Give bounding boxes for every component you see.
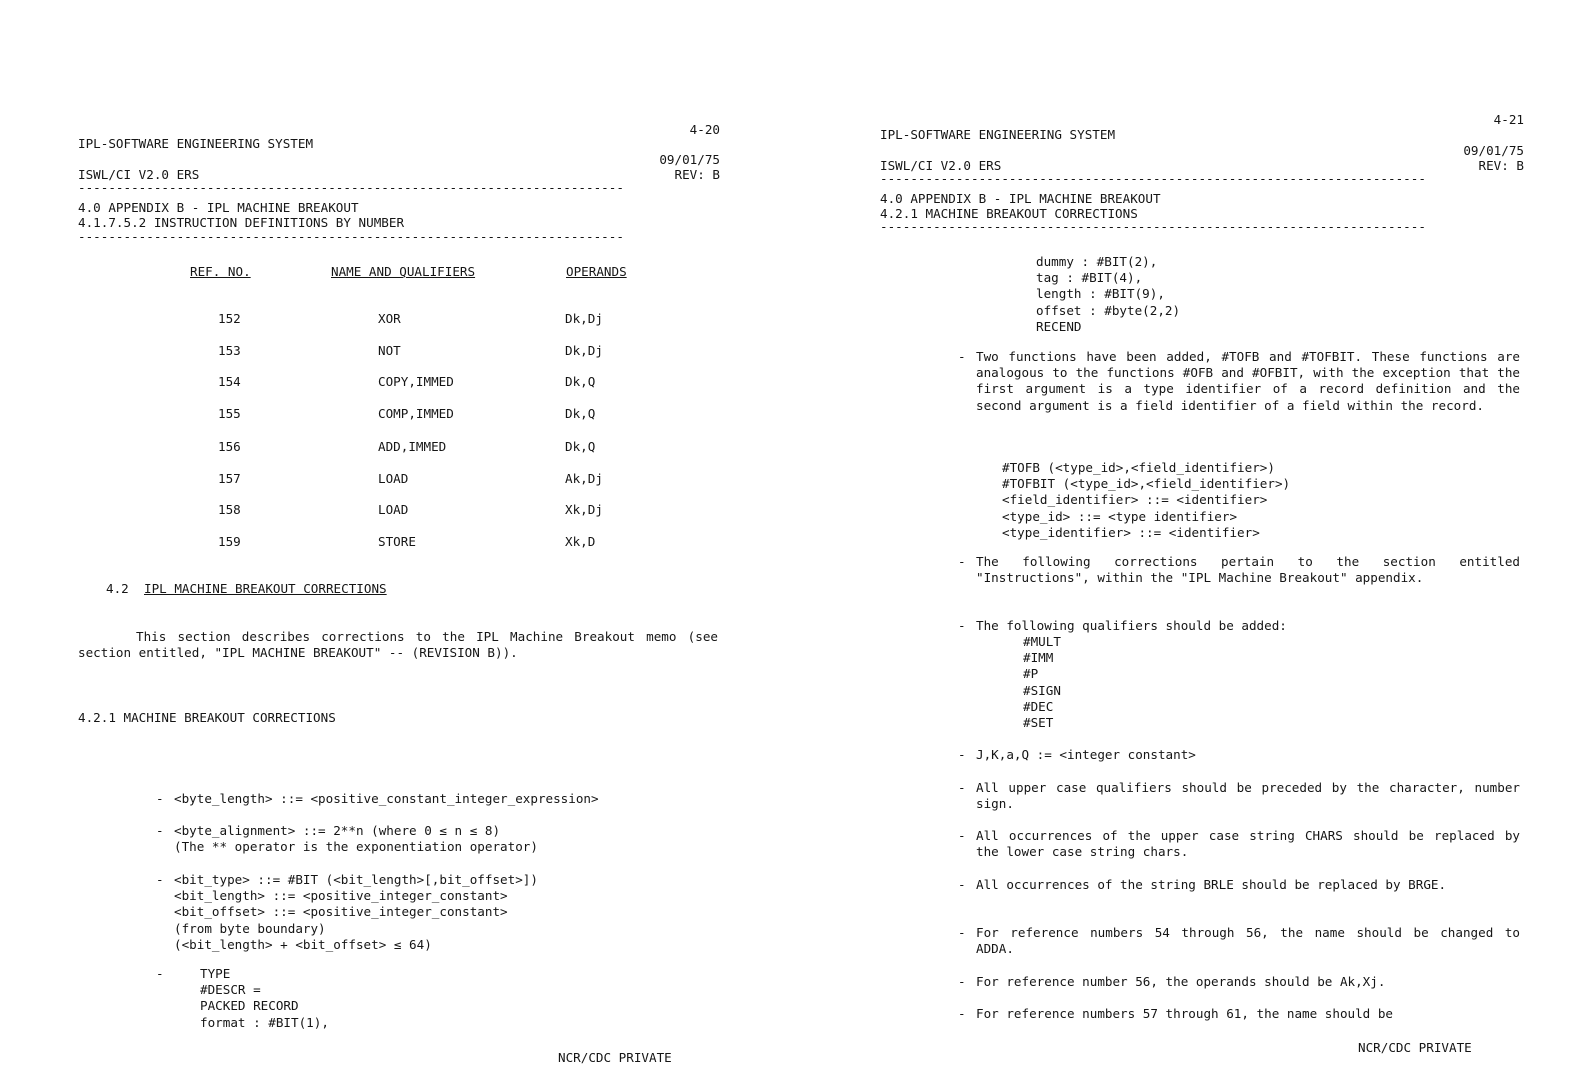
section-heading: 4.0 APPENDIX B - IPL MACHINE BREAKOUT [78, 200, 359, 215]
bullet-marker: - [958, 877, 966, 892]
section-rule: ------------------------------------------------------------------------ [78, 229, 624, 244]
list-item: For reference numbers 54 through 56, the name should be changed to ADDA. [976, 925, 1520, 957]
list-item: For reference number 56, the operands should be Ak,Xj. [976, 974, 1386, 989]
right-page [880, 0, 1524, 1080]
list-item: All upper case qualifiers should be preceded by the character, number sign. [976, 780, 1520, 812]
name-cell: NOT [378, 343, 401, 358]
section-heading: 4.0 APPENDIX B - IPL MACHINE BREAKOUT [880, 191, 1161, 206]
name-cell: LOAD [378, 471, 409, 486]
list-item: <bit_type> ::= #BIT (<bit_length>[,bit_offset>]) <bit_length> ::= <positive_integer_constant> <bit_offset> ::= <positive_integer_constant> (from byte boundary) (<bit_length> + <bit_offset> ≤ 64) [174, 872, 538, 952]
bullet-marker: - [156, 791, 164, 806]
header-rule: ------------------------------------------------------------------------ [78, 180, 624, 195]
name-cell: XOR [378, 311, 401, 326]
operands-cell: Dk,Q [565, 439, 596, 454]
ref-cell: 157 [218, 471, 241, 486]
doc-title: ISWL/CI V2.0 ERS [880, 158, 1002, 173]
operands-cell: Dk,Dj [565, 311, 603, 326]
name-cell: COMP,IMMED [378, 406, 454, 421]
doc-date: 09/01/75 [1463, 143, 1524, 158]
type-declaration: TYPE #DESCR = PACKED RECORD format : #BIT(1), [200, 966, 329, 1030]
list-item: All occurrences of the string BRLE should be replaced by BRGE. [976, 877, 1447, 892]
name-cell: ADD,IMMED [378, 439, 447, 454]
col-header-ref: REF. NO. [190, 264, 251, 279]
operands-cell: Xk,Dj [565, 502, 603, 517]
ref-cell: 155 [218, 406, 241, 421]
bullet-marker: - [156, 823, 164, 838]
revision: REV: B [674, 167, 720, 182]
name-cell: COPY,IMMED [378, 374, 454, 389]
list-item: For reference numbers 57 through 61, the name should be [976, 1006, 1394, 1021]
system-title: IPL-SOFTWARE ENGINEERING SYSTEM [78, 136, 314, 151]
subsection-heading: 4.2.1 MACHINE BREAKOUT CORRECTIONS [880, 206, 1138, 221]
subsection-heading: 4.1.7.5.2 INSTRUCTION DEFINITIONS BY NUMBER [78, 215, 405, 230]
name-cell: STORE [378, 534, 416, 549]
footer: NCR/CDC PRIVATE [1358, 1040, 1472, 1055]
list-item: <byte_length> ::= <positive_constant_integer_expression> [174, 791, 599, 806]
bullet-marker: - [958, 1006, 966, 1021]
header-rule: ------------------------------------------------------------------------ [880, 171, 1426, 186]
list-item: Two functions have been added, #TOFB and #TOFBIT. These functions are analogous to the functions #OFB and #OFBIT, with the exception that the first argument is a type identifier of a record definition and the second argument is a field identifier of a field within the record. [976, 349, 1520, 413]
intro-paragraph: This section describes corrections to the IPL Machine Breakout memo (see section entitled, "IPL MACHINE BREAKOUT" -- (REVISION B)). [78, 629, 718, 661]
bullet-marker: - [156, 966, 164, 981]
page-number: 4-20 [689, 122, 720, 137]
page-number: 4-21 [1493, 112, 1524, 127]
ref-cell: 152 [218, 311, 241, 326]
name-cell: LOAD [378, 502, 409, 517]
section-rule: ------------------------------------------------------------------------ [880, 219, 1426, 234]
syntax-block: #TOFB (<type_id>,<field_identifier>) #TOFBIT (<type_id>,<field_identifier>) <field_identifier> ::= <identifier> <type_id> ::= <type identifier> <type_identifier> ::= <identifier> [1002, 460, 1291, 540]
section-number: 4.2 [106, 581, 129, 596]
bullet-marker: - [958, 828, 966, 843]
record-fields: dummy : #BIT(2), tag : #BIT(4), length : #BIT(9), offset : #byte(2,2) RECEND [1036, 254, 1181, 334]
bullet-marker: - [958, 554, 966, 569]
bullet-marker: - [958, 925, 966, 940]
operands-cell: Dk,Q [565, 406, 596, 421]
col-header-operands: OPERANDS [566, 264, 627, 279]
ref-cell: 156 [218, 439, 241, 454]
operands-cell: Dk,Dj [565, 343, 603, 358]
qualifier-list: #MULT #IMM #P #SIGN #DEC #SET [1023, 634, 1061, 731]
ref-cell: 154 [218, 374, 241, 389]
list-item: J,K,a,Q := <integer constant> [976, 747, 1196, 762]
doc-title: ISWL/CI V2.0 ERS [78, 167, 200, 182]
operands-cell: Dk,Q [565, 374, 596, 389]
list-item: All occurrences of the upper case string CHARS should be replaced by the lower case string chars. [976, 828, 1520, 860]
list-item: The following qualifiers should be added: [976, 618, 1287, 633]
ref-cell: 158 [218, 502, 241, 517]
list-item: The following corrections pertain to the section entitled "Instructions", within the "IPL Machine Breakout" appendix. [976, 554, 1520, 586]
ref-cell: 153 [218, 343, 241, 358]
col-header-name: NAME AND QUALIFIERS [331, 264, 476, 279]
revision: REV: B [1478, 158, 1524, 173]
footer: NCR/CDC PRIVATE [558, 1050, 672, 1065]
list-item: <byte_alignment> ::= 2**n (where 0 ≤ n ≤ 8) (The ** operator is the exponentiation operator) [174, 823, 538, 855]
section-title: IPL MACHINE BREAKOUT CORRECTIONS [144, 581, 387, 596]
bullet-marker: - [958, 974, 966, 989]
bullet-marker: - [156, 872, 164, 887]
ref-cell: 159 [218, 534, 241, 549]
doc-date: 09/01/75 [659, 152, 720, 167]
left-page [78, 0, 720, 1080]
bullet-marker: - [958, 780, 966, 795]
operands-cell: Ak,Dj [565, 471, 603, 486]
bullet-marker: - [958, 349, 966, 364]
bullet-marker: - [958, 747, 966, 762]
system-title: IPL-SOFTWARE ENGINEERING SYSTEM [880, 127, 1116, 142]
subsection-title: 4.2.1 MACHINE BREAKOUT CORRECTIONS [78, 710, 336, 725]
operands-cell: Xk,D [565, 534, 596, 549]
bullet-marker: - [958, 618, 966, 633]
